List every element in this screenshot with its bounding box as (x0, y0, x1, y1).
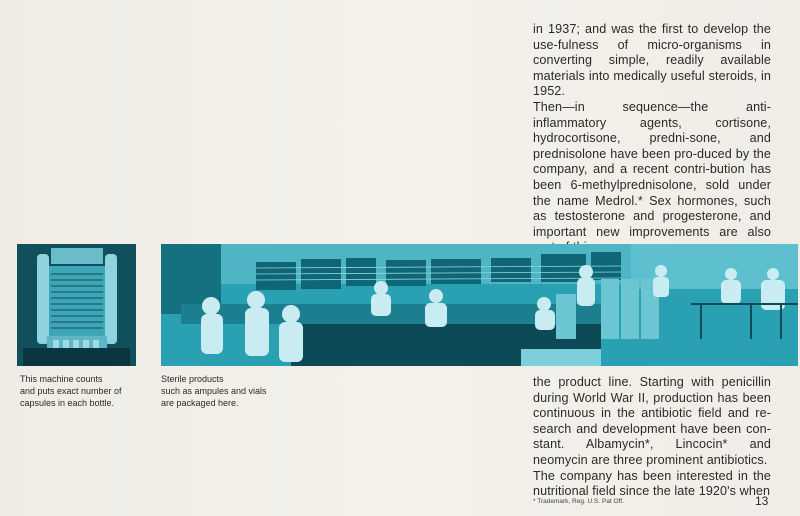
page-number: 13 (755, 494, 769, 508)
paragraph-5: The company has been interested in the nutritional field since the late 1920's when (533, 468, 771, 499)
paragraph-1: in 1937; and was the first to develop the use-fulness of micro-organisms in converting simple, readily available materials into medically useful steroids, in 1952. (533, 22, 771, 99)
capsule-machine-photo (17, 244, 136, 366)
body-text-top (533, 22, 771, 272)
paragraph-2: Then—in sequence—the anti-inflammatory agents, cortisone, hydrocortisone, predni-sone, and prednisolone have been pro-duced by the company, and a recent contri-bution has been 6-methylprednisolone, sold under the name Medrol.* Sex hormones, such as testosterone and progesterone, and important new improvements are also (533, 99, 771, 239)
caption-sterile-products (161, 373, 301, 409)
trademark-footnote: * Trademark, Reg. U.S. Pat Off. (533, 498, 624, 505)
caption-capsule-machine (20, 373, 145, 409)
caption-line: capsules in each bottle. (20, 398, 115, 408)
packaging-room-photo (161, 244, 798, 366)
caption-line: and puts exact number of (20, 386, 122, 396)
paragraph-4: the product line. Starting with penicillin during World War II, production has been continuous in the antibiotic field and re-search and development have been con-stant. Albamycin*, Lincocin* and neomycin are three prominent antibiotics. (533, 375, 771, 467)
caption-line: such as ampules and vials (161, 386, 267, 396)
caption-line: This machine counts (20, 374, 103, 384)
caption-line: Sterile products (161, 374, 224, 384)
caption-line: are packaged here. (161, 398, 239, 408)
body-text-bottom (533, 375, 771, 500)
